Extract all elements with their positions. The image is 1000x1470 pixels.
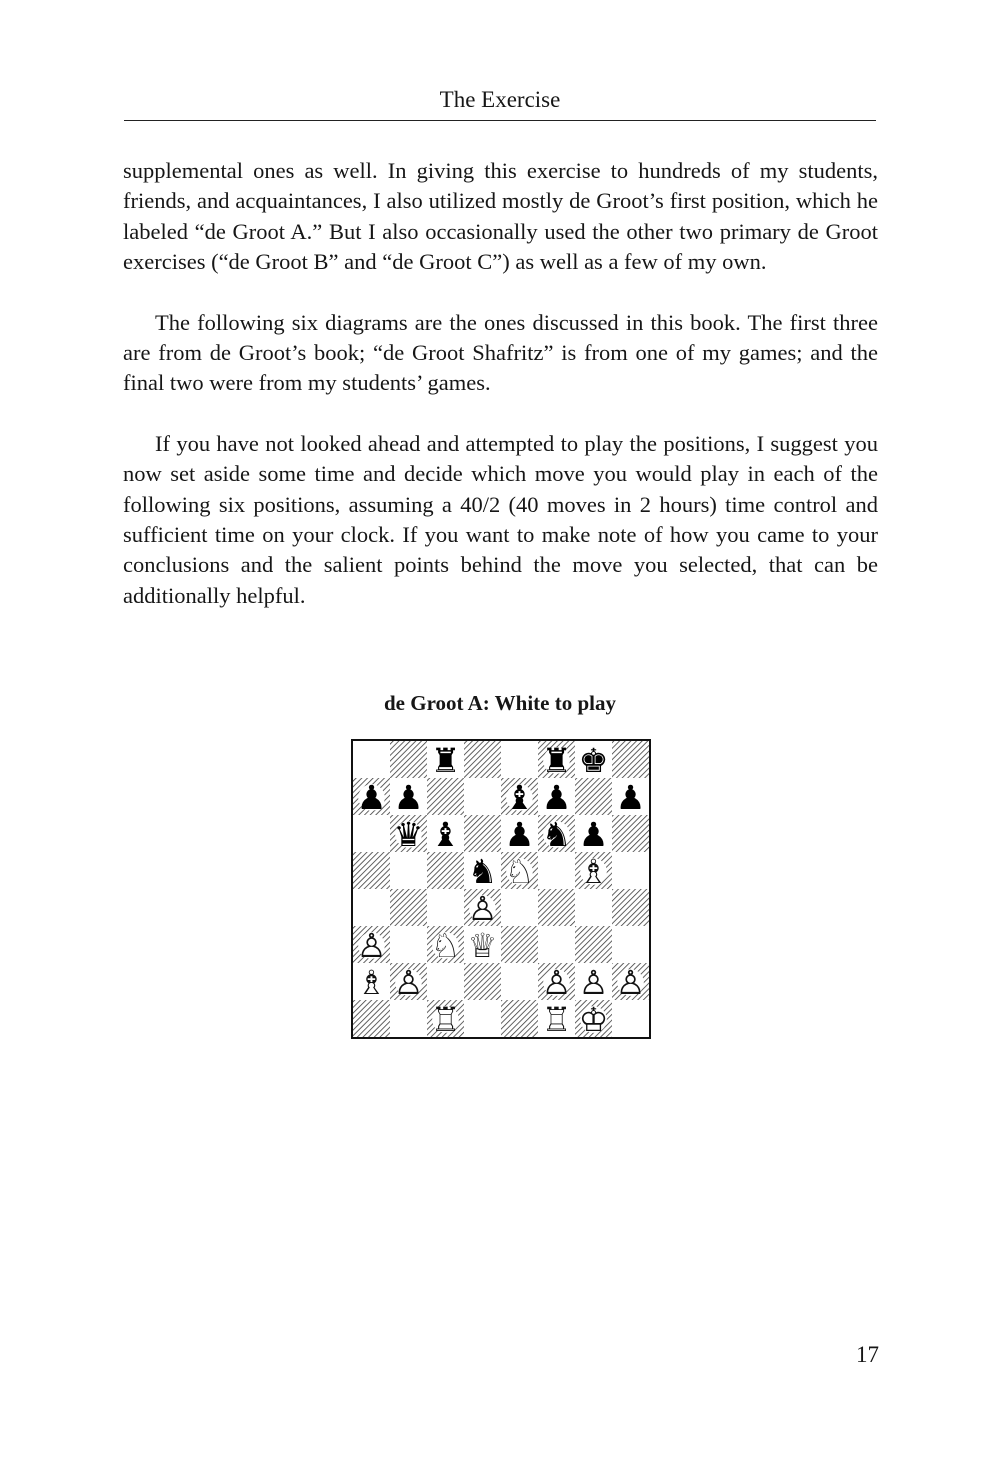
square-f5 bbox=[538, 852, 575, 889]
black-pawn-icon: ♟ bbox=[504, 815, 535, 855]
square-d7 bbox=[464, 778, 501, 815]
square-a6 bbox=[353, 815, 390, 852]
square-h4 bbox=[612, 889, 649, 926]
white-queen-icon: ♕ bbox=[467, 926, 498, 966]
white-knight-icon: ♘ bbox=[504, 852, 535, 892]
white-pawn-icon: ♙ bbox=[467, 889, 498, 929]
black-rook-icon: ♜ bbox=[541, 741, 572, 781]
white-bishop-icon: ♗ bbox=[356, 963, 387, 1003]
square-e4 bbox=[501, 889, 538, 926]
square-a1 bbox=[353, 1000, 390, 1037]
square-b3 bbox=[390, 926, 427, 963]
black-queen-icon: ♛ bbox=[393, 815, 424, 855]
black-king-icon: ♚ bbox=[578, 741, 609, 781]
black-pawn-icon: ♟ bbox=[356, 778, 387, 818]
page-number: 17 bbox=[856, 1342, 879, 1367]
white-pawn-icon: ♙ bbox=[615, 963, 646, 1003]
square-b4 bbox=[390, 889, 427, 926]
square-a5 bbox=[353, 852, 390, 889]
square-g7 bbox=[575, 778, 612, 815]
square-d8 bbox=[464, 741, 501, 778]
black-pawn-icon: ♟ bbox=[578, 815, 609, 855]
white-pawn-icon: ♙ bbox=[541, 963, 572, 1003]
white-rook-icon: ♖ bbox=[430, 1000, 461, 1037]
black-pawn-icon: ♟ bbox=[541, 778, 572, 818]
square-d2 bbox=[464, 963, 501, 1000]
white-pawn-icon: ♙ bbox=[578, 963, 609, 1003]
black-bishop-icon: ♝ bbox=[504, 778, 535, 818]
square-e2 bbox=[501, 963, 538, 1000]
square-e8 bbox=[501, 741, 538, 778]
black-knight-icon: ♞ bbox=[467, 852, 498, 892]
chess-board bbox=[353, 741, 649, 1037]
square-d6 bbox=[464, 815, 501, 852]
chess-diagram bbox=[351, 739, 651, 1039]
header-rule bbox=[124, 120, 876, 121]
running-head-title: The Exercise bbox=[439, 87, 561, 112]
square-g4 bbox=[575, 889, 612, 926]
black-bishop-icon: ♝ bbox=[430, 815, 461, 855]
square-d1 bbox=[464, 1000, 501, 1037]
square-a4 bbox=[353, 889, 390, 926]
white-rook-icon: ♖ bbox=[541, 1000, 572, 1037]
square-b5 bbox=[390, 852, 427, 889]
square-g3 bbox=[575, 926, 612, 963]
square-h1 bbox=[612, 1000, 649, 1037]
square-f4 bbox=[538, 889, 575, 926]
square-c5 bbox=[427, 852, 464, 889]
body-text bbox=[123, 156, 878, 641]
paragraph-1: supplemental ones as well. In giving this exercise to hundreds of my students, friends, and acquaintances, I also utilized mostly de Groot’s first position, which he labeled “de Groot A.” But I also occasionally used the other two primary de Groot exercises (“de Groot B” and “de Groot C”) as well as a few of my own. bbox=[123, 158, 878, 275]
white-bishop-icon: ♗ bbox=[578, 852, 609, 892]
black-knight-icon: ♞ bbox=[541, 815, 572, 855]
white-pawn-icon: ♙ bbox=[356, 926, 387, 966]
paragraph-3: If you have not looked ahead and attempted to play the positions, I suggest you now set aside some time and decide which move you would play in each of the following six positions, assuming a 40/2 (40 moves in 2 hours) time control and sufficient time on your clock. If you want to make note of how you came to your conclusions and the salient points behind the move you selected, that can be additionally helpful. bbox=[123, 430, 878, 608]
black-pawn-icon: ♟ bbox=[615, 778, 646, 818]
black-pawn-icon: ♟ bbox=[393, 778, 424, 818]
square-c7 bbox=[427, 778, 464, 815]
square-h3 bbox=[612, 926, 649, 963]
square-c2 bbox=[427, 963, 464, 1000]
square-e3 bbox=[501, 926, 538, 963]
paragraph-2: The following six diagrams are the ones discussed in this book. The first three are from de Groot’s book; “de Groot Shafritz” is from one of my games; and the final two were from my students’ games. bbox=[123, 309, 878, 396]
square-c4 bbox=[427, 889, 464, 926]
square-h6 bbox=[612, 815, 649, 852]
square-a8 bbox=[353, 741, 390, 778]
white-knight-icon: ♘ bbox=[430, 926, 461, 966]
square-b1 bbox=[390, 1000, 427, 1037]
square-e1 bbox=[501, 1000, 538, 1037]
square-f3 bbox=[538, 926, 575, 963]
white-king-icon: ♔ bbox=[578, 1000, 609, 1037]
white-pawn-icon: ♙ bbox=[393, 963, 424, 1003]
square-h5 bbox=[612, 852, 649, 889]
diagram-caption: de Groot A: White to play bbox=[384, 691, 616, 715]
black-rook-icon: ♜ bbox=[430, 741, 461, 781]
square-h8 bbox=[612, 741, 649, 778]
square-b8 bbox=[390, 741, 427, 778]
